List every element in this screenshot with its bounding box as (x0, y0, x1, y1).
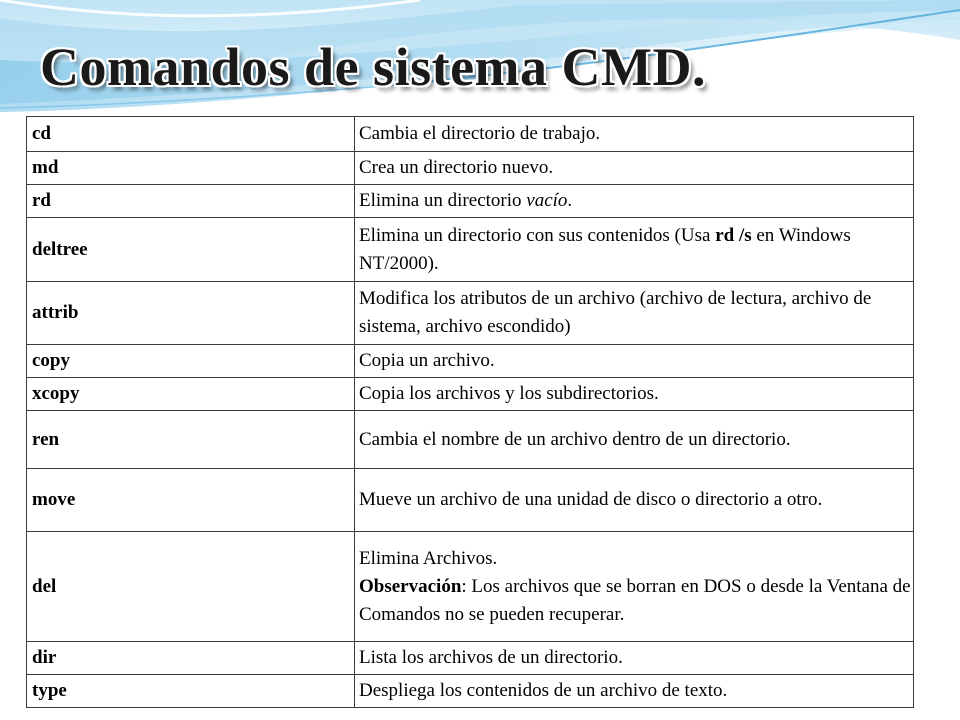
description-cell: Mueve un archivo de una unidad de disco o directorio a otro. (355, 469, 914, 532)
table-row-attrib (27, 282, 914, 345)
table-row-copy (27, 345, 914, 378)
command-cell: move (27, 469, 355, 532)
description-cell: Copia los archivos y los subdirectorios. (355, 378, 914, 411)
command-cell: md (27, 152, 355, 185)
description-text: Elimina un directorio (359, 190, 527, 211)
command-cell: cd (27, 117, 355, 152)
command-cell: copy (27, 345, 355, 378)
description-cell (355, 218, 914, 282)
description-cell: Lista los archivos de un directorio. (355, 642, 914, 675)
description-cell: Copia un archivo. (355, 345, 914, 378)
command-cell: type (27, 675, 355, 708)
description-line: Elimina Archivos. (359, 547, 498, 569)
description-text: . (567, 190, 573, 211)
table-row-type (27, 675, 914, 708)
description-cell: Cambia el nombre de un archivo dentro de un directorio. (355, 411, 914, 469)
command-cell: rd (27, 185, 355, 218)
description-cell: Crea un directorio nuevo. (355, 152, 914, 185)
table-row-md (27, 152, 914, 185)
description-italic: vacío (526, 190, 568, 211)
command-cell: del (27, 532, 355, 642)
description-cell (355, 185, 914, 218)
command-cell: attrib (27, 282, 355, 345)
commands-table (26, 116, 914, 708)
description-bold: rd /s (715, 224, 752, 246)
table-row-dir (27, 642, 914, 675)
command-cell: deltree (27, 218, 355, 282)
description-text: : Los archivos que se borran en DOS o desde la Ventana de Comandos no se pueden recuperar. (359, 575, 911, 625)
command-cell: dir (27, 642, 355, 675)
table-row-xcopy (27, 378, 914, 411)
description-cell (355, 532, 914, 642)
page-title: Comandos de sistema CMD. (40, 37, 706, 97)
table-row-move (27, 469, 914, 532)
command-cell: xcopy (27, 378, 355, 411)
table-row-ren (27, 411, 914, 469)
description-text: en Windows NT/2000). (359, 224, 851, 274)
table-row-cd (27, 117, 914, 152)
table-row-deltree (27, 218, 914, 282)
description-cell: Modifica los atributos de un archivo (archivo de lectura, archivo de sistema, archivo escondido) (355, 282, 914, 345)
table-row-del (27, 532, 914, 642)
description-bold: Observación (359, 575, 462, 597)
description-cell: Despliega los contenidos de un archivo de texto. (355, 675, 914, 708)
table-row-rd (27, 185, 914, 218)
command-cell: ren (27, 411, 355, 469)
description-cell: Cambia el directorio de trabajo. (355, 117, 914, 152)
description-text: Elimina un directorio con sus contenidos (Usa (359, 224, 716, 246)
